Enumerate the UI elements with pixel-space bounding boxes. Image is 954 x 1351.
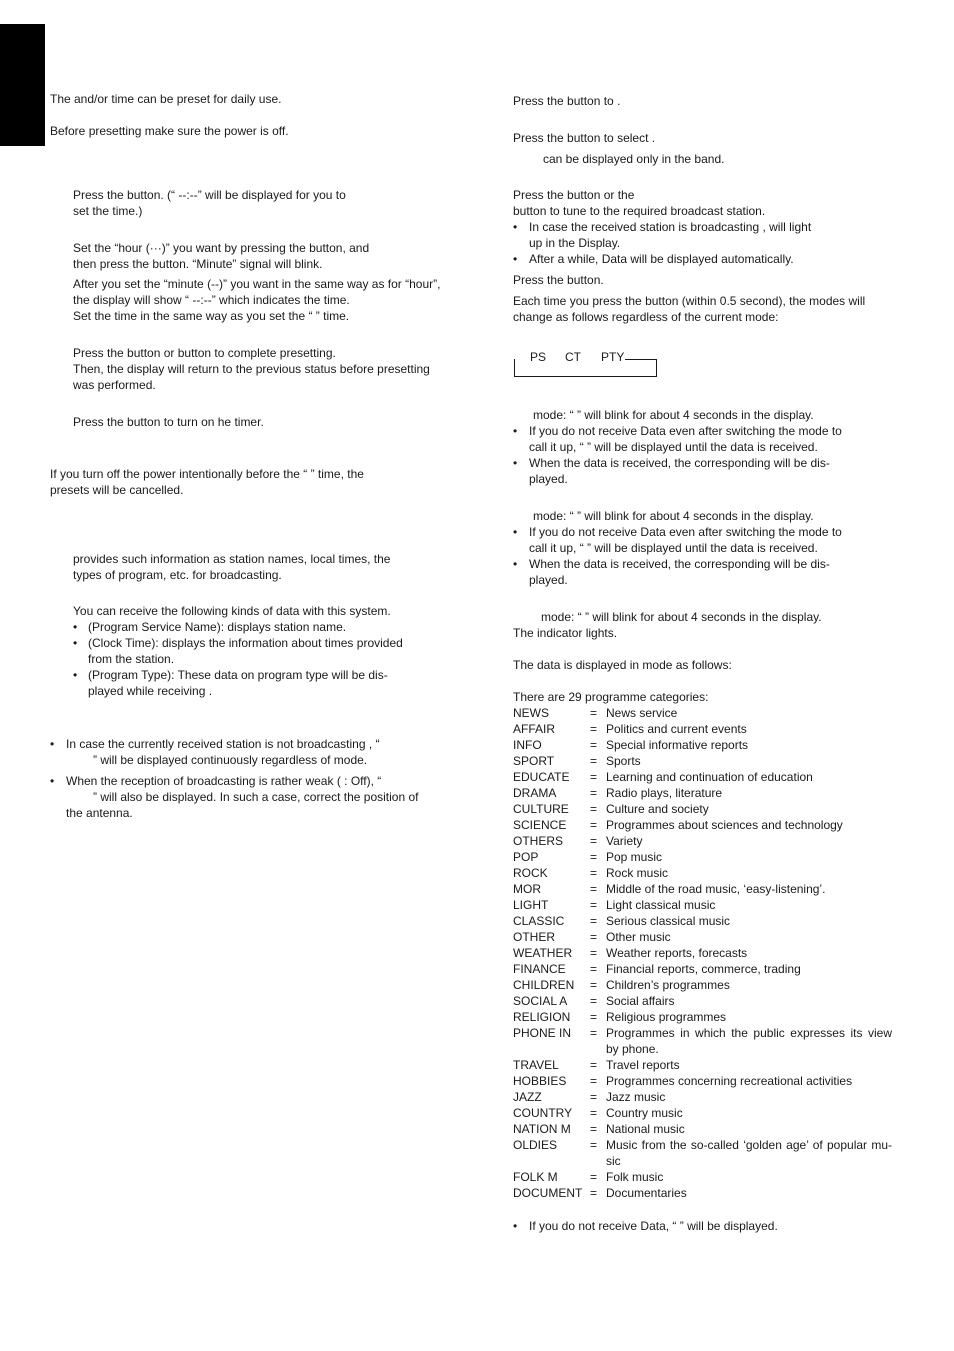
mode-cycle-line1: Each time you press the button (within 0.5 second), the modes will — [513, 294, 866, 308]
rds-note2-line3: the antenna. — [66, 806, 133, 820]
bullet: • — [513, 220, 518, 234]
timer-note-line1: If you turn off the power intentionally before the “ ” time, the — [50, 467, 364, 481]
ps-description: (Program Service Name): displays station name. — [88, 620, 347, 634]
category-name: OLDIES — [513, 1138, 558, 1152]
bullet: • — [513, 424, 518, 438]
right-step1: Press the button to . — [513, 94, 621, 108]
category-description: Documentaries — [606, 1186, 687, 1200]
category-description: Learning and continuation of education — [606, 770, 813, 784]
category-equals: = — [590, 786, 598, 800]
pty-categories-heading: There are 29 programme categories: — [513, 690, 709, 704]
rds-intro-line2: types of program, etc. for broadcasting. — [73, 568, 282, 582]
category-name: CLASSIC — [513, 914, 565, 928]
category-name: DRAMA — [513, 786, 557, 800]
category-description: Serious classical music — [606, 914, 731, 928]
category-description: Country music — [606, 1106, 683, 1120]
category-description: Light classical music — [606, 898, 716, 912]
category-equals: = — [590, 722, 598, 736]
ps-note2-line1: When the data is received, the corresponding will be dis- — [529, 456, 830, 470]
category-equals: = — [590, 930, 598, 944]
auto-display-note: After a while, Data will be displayed automatically. — [529, 252, 794, 266]
category-name: SCIENCE — [513, 818, 567, 832]
category-description: Programmes about sciences and technology — [606, 818, 843, 832]
category-name: RELIGION — [513, 1010, 571, 1024]
ct-mode-text: mode: “ ” will blink for about 4 seconds in the display. — [533, 509, 814, 523]
category-name: NATION M — [513, 1122, 571, 1136]
cycle-pty: PTY — [601, 350, 625, 364]
bullet: • — [73, 636, 78, 650]
right-step3-line2: button to tune to the required broadcast station. — [513, 204, 766, 218]
rds-note2-line1: When the reception of broadcasting is rather weak ( : Off), “ — [66, 774, 382, 788]
pty-final-note: If you do not receive Data, “ ” will be displayed. — [529, 1219, 778, 1233]
rds-note1-line2: ” will be displayed continuously regardless of mode. — [93, 753, 368, 767]
bullet: • — [73, 668, 78, 682]
category-description: Radio plays, literature — [606, 786, 723, 800]
category-description: Middle of the road music, ‘easy-listening’. — [606, 882, 826, 896]
broadcast-note-line1: In case the received station is broadcasting , will light — [529, 220, 812, 234]
category-name: SPORT — [513, 754, 555, 768]
category-name: TRAVEL — [513, 1058, 559, 1072]
category-description: Travel reports — [606, 1058, 680, 1072]
ct-note2-line1: When the data is received, the corresponding will be dis- — [529, 557, 830, 571]
ct-note1-line1: If you do not receive Data even after switching the mode to — [529, 525, 842, 539]
bullet: • — [513, 456, 518, 470]
cycle-loop — [514, 359, 657, 377]
category-equals: = — [590, 866, 598, 880]
bullet: • — [513, 525, 518, 539]
ct-description-line1: (Clock Time): displays the information about times provided — [88, 636, 403, 650]
pty-description-line1: (Program Type): These data on program type will be dis- — [88, 668, 388, 682]
ps-note1-line1: If you do not receive Data even after switching the mode to — [529, 424, 842, 438]
rds-note1-line1: In case the currently received station is not broadcasting , “ — [66, 737, 380, 751]
category-description: Financial reports, commerce, trading — [606, 962, 801, 976]
category-equals: = — [590, 818, 598, 832]
step2-line4: the display will show “ --:--” which indicates the time. — [73, 293, 350, 307]
category-description: Other music — [606, 930, 671, 944]
step2-line5: Set the time in the same way as you set the “ ” time. — [73, 309, 350, 323]
category-name: HOBBIES — [513, 1074, 567, 1088]
bullet: • — [50, 737, 55, 751]
category-equals: = — [590, 946, 598, 960]
category-equals: = — [590, 1058, 598, 1072]
intro-note: Before presetting make sure the power is off. — [50, 124, 289, 138]
category-equals: = — [590, 1170, 598, 1184]
category-equals: = — [590, 1090, 598, 1104]
right-step2: Press the button to select . — [513, 131, 656, 145]
category-name: JAZZ — [513, 1090, 542, 1104]
category-description: Programmes in which the public expresses its view by phone. — [606, 1026, 892, 1056]
category-equals: = — [590, 850, 598, 864]
category-description: Jazz music — [606, 1090, 666, 1104]
category-description: Sports — [606, 754, 641, 768]
category-name: OTHERS — [513, 834, 564, 848]
cycle-loop-top — [625, 359, 656, 360]
right-step4: Press the button. — [513, 273, 604, 287]
category-equals: = — [590, 1138, 598, 1152]
category-description: Weather reports, forecasts — [606, 946, 748, 960]
ct-note2-line2: played. — [529, 573, 568, 587]
category-description: Religious programmes — [606, 1010, 727, 1024]
language-tab — [0, 24, 45, 146]
step2-line3: After you set the “minute (--)” you want in the same way as for “hour”, — [73, 277, 441, 291]
category-name: AFFAIR — [513, 722, 556, 736]
ct-description-line2: from the station. — [88, 652, 175, 666]
category-name: NEWS — [513, 706, 549, 720]
ps-note2-line2: played. — [529, 472, 568, 486]
rds-intro-line1: provides such information as station names, local times, the — [73, 552, 391, 566]
category-name: POP — [513, 850, 539, 864]
category-name: MOR — [513, 882, 541, 896]
category-name: EDUCATE — [513, 770, 570, 784]
bullet: • — [50, 774, 55, 788]
category-equals: = — [590, 802, 598, 816]
category-equals: = — [590, 738, 598, 752]
category-name: PHONE IN — [513, 1026, 572, 1040]
category-name: FINANCE — [513, 962, 566, 976]
category-description: National music — [606, 1122, 685, 1136]
ps-mode-text: mode: “ ” will blink for about 4 seconds in the display. — [533, 408, 814, 422]
category-equals: = — [590, 1026, 598, 1040]
category-name: INFO — [513, 738, 542, 752]
category-name: CHILDREN — [513, 978, 575, 992]
category-equals: = — [590, 994, 598, 1008]
step1-line1: Press the button. (“ --:--” will be displayed for you to — [73, 188, 346, 202]
category-equals: = — [590, 834, 598, 848]
category-equals: = — [590, 1106, 598, 1120]
category-description: Social affairs — [606, 994, 675, 1008]
pty-mode-text: mode: “ ” will blink for about 4 seconds in the display. — [541, 610, 822, 624]
category-equals: = — [590, 706, 598, 720]
cycle-ct: CT — [565, 350, 581, 364]
step1-line2: set the time.) — [73, 204, 143, 218]
category-description: News service — [606, 706, 678, 720]
category-equals: = — [590, 882, 598, 896]
step3-line3: was performed. — [73, 378, 156, 392]
category-description: Programmes concerning recreational activities — [606, 1074, 853, 1088]
bullet: • — [513, 557, 518, 571]
timer-note-line2: presets will be cancelled. — [50, 483, 184, 497]
step3-line2: Then, the display will return to the previous status before presetting — [73, 362, 430, 376]
category-equals: = — [590, 770, 598, 784]
intro-text: The and/or time can be preset for daily use. — [50, 92, 282, 106]
category-name: FOLK M — [513, 1170, 558, 1184]
pty-description-line2: played while receiving . — [88, 684, 213, 698]
rds-note2-line2: ” will also be displayed. In such a case, correct the position of — [93, 790, 419, 804]
category-equals: = — [590, 978, 598, 992]
bullet: • — [513, 252, 518, 266]
step4-text: Press the button to turn on he timer. — [73, 415, 264, 429]
category-equals: = — [590, 914, 598, 928]
category-equals: = — [590, 898, 598, 912]
bullet: • — [513, 1219, 518, 1233]
cycle-ps: PS — [530, 350, 547, 364]
category-description: Politics and current events — [606, 722, 747, 736]
step2-line2: then press the button. “Minute” signal will blink. — [73, 257, 323, 271]
category-equals: = — [590, 754, 598, 768]
category-name: DOCUMENT — [513, 1186, 583, 1200]
category-description: Culture and society — [606, 802, 709, 816]
step3-line1: Press the button or button to complete presetting. — [73, 346, 336, 360]
mode-cycle-line2: change as follows regardless of the current mode: — [513, 310, 779, 324]
category-equals: = — [590, 1186, 598, 1200]
category-equals: = — [590, 1122, 598, 1136]
ct-note1-line2: call it up, “ ” will be displayed until the data is received. — [529, 541, 818, 555]
category-description: Children’s programmes — [606, 978, 730, 992]
category-description: Rock music — [606, 866, 669, 880]
category-description: Pop music — [606, 850, 663, 864]
right-step3-line1: Press the button or the — [513, 188, 635, 202]
category-name: LIGHT — [513, 898, 549, 912]
category-name: OTHER — [513, 930, 555, 944]
category-equals: = — [590, 1010, 598, 1024]
category-name: COUNTRY — [513, 1106, 573, 1120]
category-name: CULTURE — [513, 802, 569, 816]
bullet: • — [73, 620, 78, 634]
pty-display-text: The data is displayed in mode as follows: — [513, 658, 732, 672]
category-description: Variety — [606, 834, 643, 848]
broadcast-note-line2: up in the Display. — [529, 236, 621, 250]
category-description: Folk music — [606, 1170, 664, 1184]
rds-kinds-text: You can receive the following kinds of data with this system. — [73, 604, 391, 618]
category-description: Music from the so-called ‘golden age’ of popular mu- sic — [606, 1138, 892, 1168]
category-name: WEATHER — [513, 946, 573, 960]
category-name: SOCIAL A — [513, 994, 568, 1008]
category-equals: = — [590, 962, 598, 976]
pty-indicator-text: The indicator lights. — [513, 626, 618, 640]
category-description: Special informative reports — [606, 738, 749, 752]
category-name: ROCK — [513, 866, 548, 880]
band-note: can be displayed only in the band. — [543, 152, 725, 166]
step2-line1: Set the “hour (···)” you want by pressing the button, and — [73, 241, 370, 255]
ps-note1-line2: call it up, “ ” will be displayed until the data is received. — [529, 440, 818, 454]
category-equals: = — [590, 1074, 598, 1088]
